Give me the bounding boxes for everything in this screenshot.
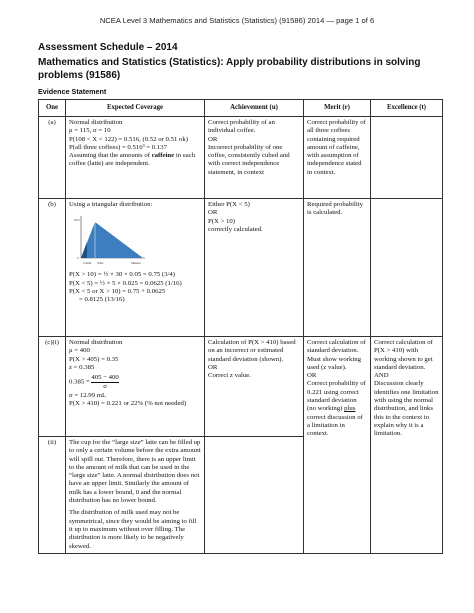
excellence-text: AND [374, 372, 389, 380]
achievement-text: P(X > 10) [208, 217, 236, 225]
coverage-line: μ = 400 [69, 347, 90, 355]
achievement-cell [205, 337, 304, 437]
merit-text: OR [307, 372, 317, 380]
column-header: Expected Coverage [66, 100, 205, 117]
merit-cell [304, 337, 371, 554]
achievement-text: Correct probability of an individual coffee. [208, 119, 275, 135]
excellence-cell [371, 199, 443, 337]
equation-lhs: 0.385 = [69, 378, 90, 386]
merit-text: Required probability is calculated. [307, 201, 364, 217]
achievement-text: Correct z value. [208, 372, 251, 380]
expected-coverage-cell [66, 199, 205, 337]
excellence-cell [371, 117, 443, 199]
expected-coverage-cell [66, 437, 205, 554]
merit-text: Correct probability of all three coffees containing required amount of caffeine, with assumption of independence stated in context. [307, 119, 366, 176]
table-row [39, 199, 443, 337]
merit-text: Correct calculation of standard deviation. Must show working used (z value). [307, 339, 366, 371]
triangle-region [81, 222, 143, 258]
merit-cell [304, 117, 371, 199]
table-row [39, 337, 443, 437]
coverage-line: P(108 < X < 122) = 0.516, (0.52 or 0.51 ok) [69, 135, 189, 143]
coverage-line: Using a triangular distribution: [69, 201, 153, 208]
expected-coverage-cell [66, 117, 205, 199]
coverage-paragraph: The distribution of milk used may not be symmetrical, since they would be aiming to fill it up to maximum without over filling. The distribution is more likely to be negatively skewed. [69, 509, 197, 550]
column-header: Merit (r) [304, 100, 371, 117]
column-header: One [39, 100, 66, 117]
achievement-text: OR [208, 209, 218, 217]
numerator: 405 − 400 [91, 374, 119, 382]
page-header: NCEA Level 3 Mathematics and Statistics (Statistics) (91586) 2014 — page 1 of 6 [99, 16, 375, 25]
coverage-line: Normal distribution [69, 339, 123, 346]
coverage-line: z = 0.385 [69, 363, 95, 371]
achievement-cell [205, 199, 304, 337]
achievement-text: OR [208, 363, 218, 371]
question-cell: (ii) [39, 437, 66, 554]
page-subtitle: Mathematics and Statistics (Statistics): Apply probability distributions in solving problems (91586) [38, 57, 421, 81]
coverage-line: P(X < 5 or X > 10) = 0.75 + 0.0625 [69, 287, 166, 295]
excellence-text: Discussion clearly identifies one limitation with using the normal distribution, and links this to the context to explain why it is a limitation. [374, 380, 439, 438]
table-header-row [39, 100, 443, 117]
x-tick-label: Wine [97, 261, 104, 266]
achievement-text: Either P(X < 5) [208, 201, 250, 208]
coverage-line: P(X > 410) = 0.221 or 22% (% not needed) [69, 400, 187, 408]
question-cell: (a) [39, 117, 66, 199]
coverage-line: P(all three coffees) = 0.516³ = 0.137 [69, 143, 167, 151]
y-top-label: 0.05 [74, 218, 80, 223]
coverage-line: Normal distribution [69, 119, 123, 126]
coverage-line: σ = 12.99 mL [69, 392, 107, 400]
triangular-distribution-graph [73, 212, 147, 268]
fraction [91, 374, 118, 390]
expected-coverage-cell [66, 337, 205, 437]
column-header: Excellence (t) [371, 100, 443, 117]
page-title: Assessment Schedule – 2014 [38, 42, 178, 53]
merit-cell [304, 199, 371, 337]
y-bottom-label: 0 [77, 256, 79, 261]
coverage-line: P(X < 5) = ½ × 5 × 0.025 = 0.0625 (1/16) [69, 279, 182, 287]
question-cell: (c)(i) [39, 337, 66, 437]
achievement-text: correctly calculated. [208, 225, 263, 233]
coverage-paragraph: The cup for the “large size” latte can be filled up to only a certain volume before the extra amount will spill out. Therefore, there is an upper limit to the amount of milk that can be used in the “large size” latte. A normal distribution does not have an upper limit. Similarly the amount of milk has a lower bound, 0 and the normal distribution has no lower bound. [69, 439, 201, 505]
excellence-cell [371, 337, 443, 554]
section-heading: Evidence Statement [38, 87, 107, 96]
merit-text: Correct probability of 0.221 using correct standard deviation (no working) plus correct discussion of a limitation in context. [307, 380, 366, 438]
evidence-table [38, 99, 443, 554]
achievement-text: Calculation of P(X > 410) based on an incorrect or estimated standard deviation (shown). [208, 339, 296, 363]
x-tick-label: Comm [83, 261, 92, 266]
coverage-line: μ = 115, σ = 10 [69, 127, 111, 135]
column-header: Achievement (u) [205, 100, 304, 117]
achievement-text: Incorrect probability of one coffee, consistently cubed and with correct independence statement, in context [208, 143, 290, 176]
question-cell: (b) [39, 199, 66, 337]
x-axis-label: Minutes [131, 261, 141, 266]
fraction-equation [69, 374, 201, 390]
coverage-line: Assuming that the amounts of caffeine in each coffee (latte) are independent. [69, 152, 196, 168]
achievement-text: OR [208, 135, 218, 143]
achievement-cell [205, 437, 304, 554]
table-row [39, 117, 443, 199]
coverage-line: P(X > 10) = ½ × 30 × 0.05 = 0.75 (3/4) [69, 271, 176, 279]
denominator: σ [103, 382, 107, 390]
achievement-cell [205, 117, 304, 199]
coverage-line: = 0.8125 (13/16) [79, 296, 125, 304]
shaded-left-region [81, 242, 87, 258]
excellence-text: Correct calculation of P(X > 410) with working shown to get standard deviation. [374, 339, 433, 371]
coverage-line: P(X > 405) = 0.35 [69, 355, 119, 363]
